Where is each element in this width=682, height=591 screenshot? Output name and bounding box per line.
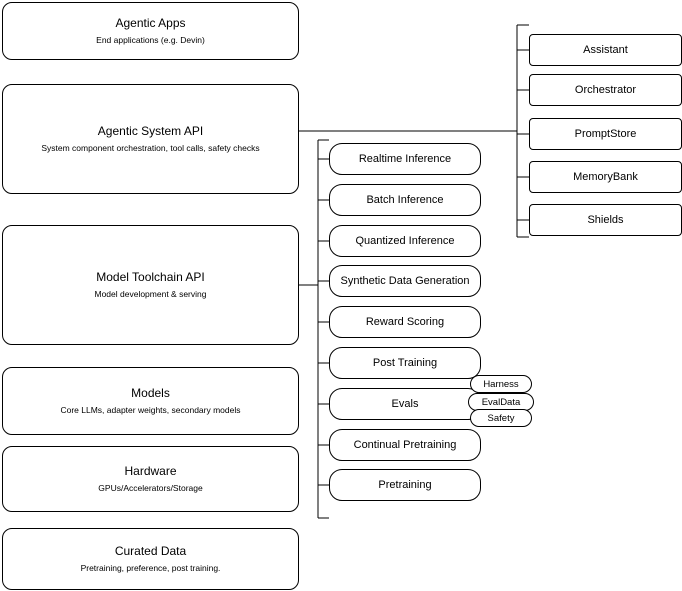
toolchain-component-pretraining[interactable] — [329, 469, 481, 501]
toolchain-component-label: Continual Pretraining — [353, 438, 457, 451]
stack-layer-title: Models — [131, 386, 170, 400]
eval-subcomponent-label: Harness — [483, 378, 519, 390]
toolchain-component-label: Realtime Inference — [358, 152, 452, 165]
stack-layer-curated-data[interactable] — [2, 528, 299, 590]
stack-layer-model-toolchain-api[interactable] — [2, 225, 299, 345]
stack-layer-subtitle: Core LLMs, adapter weights, secondary models — [60, 405, 241, 415]
toolchain-component-label: Post Training — [372, 356, 438, 369]
stack-layer-subtitle: System component orchestration, tool calls, safety checks — [41, 143, 260, 153]
toolchain-component-post-training[interactable] — [329, 347, 481, 379]
stack-layer-title: Hardware — [124, 464, 177, 478]
eval-subcomponent-safety[interactable] — [470, 409, 532, 427]
system-component-shields[interactable] — [529, 204, 682, 236]
toolchain-component-realtime-inference[interactable] — [329, 143, 481, 175]
system-component-memorybank[interactable] — [529, 161, 682, 193]
toolchain-component-label: Quantized Inference — [355, 234, 455, 247]
system-component-assistant[interactable] — [529, 34, 682, 66]
toolchain-component-label: Evals — [391, 397, 419, 410]
eval-subcomponent-label: Safety — [487, 412, 515, 424]
eval-subcomponent-label: EvalData — [481, 396, 521, 408]
stack-layer-agentic-apps[interactable] — [2, 2, 299, 60]
toolchain-component-evals[interactable] — [329, 388, 481, 420]
toolchain-component-label: Batch Inference — [366, 193, 444, 206]
stack-layer-agentic-system-api[interactable] — [2, 84, 299, 194]
stack-layer-subtitle: End applications (e.g. Devin) — [96, 35, 205, 45]
toolchain-component-quantized-inference[interactable] — [329, 225, 481, 257]
stack-layer-hardware[interactable] — [2, 446, 299, 512]
eval-subcomponent-harness[interactable] — [470, 375, 532, 393]
stack-layer-title: Agentic System API — [97, 124, 204, 138]
toolchain-component-continual-pretraining[interactable] — [329, 429, 481, 461]
toolchain-component-label: Pretraining — [378, 478, 432, 491]
system-component-orchestrator[interactable] — [529, 74, 682, 106]
stack-layer-title: Agentic Apps — [115, 16, 186, 30]
stack-layer-subtitle: Pretraining, preference, post training. — [80, 563, 221, 573]
system-component-label: Assistant — [583, 43, 628, 56]
system-component-label: Orchestrator — [574, 83, 637, 96]
system-component-label: PromptStore — [574, 127, 637, 140]
toolchain-component-batch-inference[interactable] — [329, 184, 481, 216]
stack-layer-title: Curated Data — [114, 544, 187, 558]
stack-layer-title: Model Toolchain API — [96, 270, 205, 284]
toolchain-component-reward-scoring[interactable] — [329, 306, 481, 338]
stack-layer-subtitle: Model development & serving — [94, 289, 207, 299]
toolchain-component-synthetic-data-generation[interactable] — [329, 265, 481, 297]
toolchain-component-label: Reward Scoring — [365, 315, 445, 328]
system-component-label: Shields — [587, 213, 624, 226]
system-component-promptstore[interactable] — [529, 118, 682, 150]
toolchain-component-label: Synthetic Data Generation — [340, 274, 470, 287]
system-component-label: MemoryBank — [573, 170, 638, 183]
stack-layer-subtitle: GPUs/Accelerators/Storage — [98, 483, 203, 493]
stack-layer-models[interactable] — [2, 367, 299, 435]
